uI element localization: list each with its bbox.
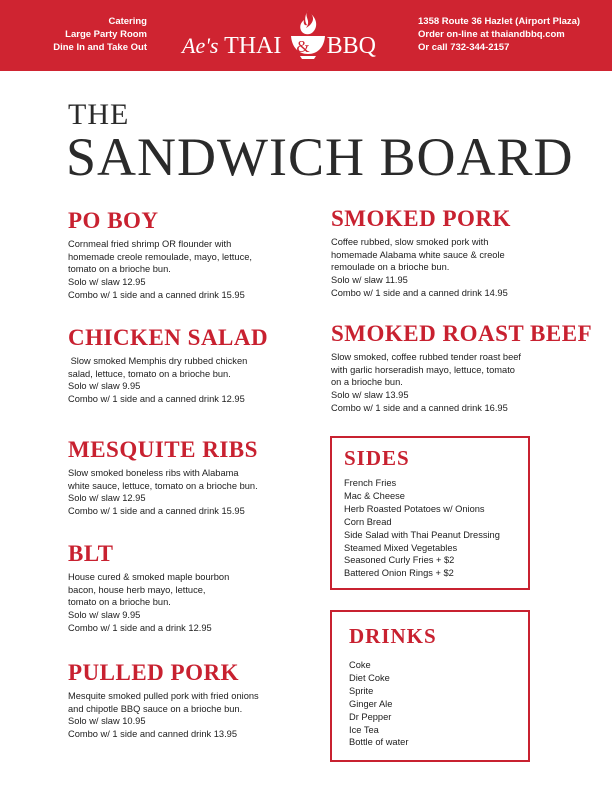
- menu-item-smoked-pork: [331, 206, 571, 300]
- services-line: Large Party Room: [65, 29, 147, 40]
- contact-info: [418, 15, 580, 54]
- menu-item-title: BLT: [68, 541, 114, 566]
- menu-item-chicken-salad: [68, 325, 308, 406]
- menu-item-line: tomato on a brioche bun.: [68, 597, 171, 608]
- menu-item-line: Combo w/ 1 side and a canned drink 15.95: [68, 506, 245, 517]
- menu-item-line: white sauce, lettuce, tomato on a brioche bun.: [68, 480, 258, 491]
- menu-item-line: Combo w/ 1 side and a canned drink 16.95: [331, 402, 508, 413]
- menu-item-line: and chipotle BBQ sauce on a brioche bun.: [68, 703, 243, 714]
- sides-box: [330, 436, 530, 590]
- drinks-title: DRINKS: [349, 624, 437, 648]
- menu-item-line: homemade Alabama white sauce & creole: [331, 249, 505, 260]
- menu-item-line: House cured & smoked maple bourbon: [68, 572, 230, 582]
- menu-item-line: Combo w/ 1 side and a canned drink 14.95: [331, 287, 508, 298]
- menu-item-title: PULLED PORK: [68, 660, 239, 685]
- page-title: SANDWICH BOARD: [66, 127, 574, 187]
- menu-item-line: Coffee rubbed, slow smoked pork with: [331, 237, 489, 247]
- brand-ampersand: &: [296, 37, 310, 56]
- drink-item: Diet Coke: [349, 672, 390, 683]
- menu-item-line: Combo w/ 1 side and a drink 12.95: [68, 622, 212, 633]
- services-line: Catering: [108, 16, 147, 27]
- menu-item-blt: [68, 541, 308, 635]
- menu-item-line: Solo w/ slaw 9.95: [68, 610, 141, 621]
- menu-item-line: with garlic horseradish mayo, lettuce, tomato: [331, 364, 515, 375]
- side-item: Herb Roasted Potatoes w/ Onions: [344, 503, 485, 514]
- menu-item-line: on a brioche bun.: [331, 377, 403, 388]
- side-item: Mac & Cheese: [344, 490, 405, 501]
- drink-item: Sprite: [349, 685, 374, 696]
- menu-item-pulled-pork: [68, 660, 308, 741]
- drink-item: Coke: [349, 660, 371, 670]
- contact-line: Order on-line at thaiandbbq.com: [418, 29, 565, 40]
- title-the: THE: [68, 98, 130, 131]
- services-info: [53, 15, 147, 54]
- menu-item-line: Slow smoked, coffee rubbed tender roast beef: [331, 352, 522, 362]
- side-item: Battered Onion Rings + $2: [344, 568, 454, 579]
- side-item: Seasoned Curly Fries + $2: [344, 555, 455, 566]
- brand-bbq: BBQ: [326, 33, 376, 59]
- drink-item: Ginger Ale: [349, 698, 393, 709]
- contact-line: Or call 732-344-2157: [418, 42, 510, 53]
- drink-item: Ice Tea: [349, 724, 379, 735]
- menu-item-title: SMOKED PORK: [331, 206, 511, 231]
- sides-list: [344, 477, 528, 580]
- menu-item-line: Solo w/ slaw 12.95: [68, 493, 146, 504]
- menu-item-line: Cornmeal fried shrimp OR flounder with: [68, 239, 232, 249]
- menu-item-smoked-roast-beef: [331, 321, 593, 415]
- menu-item-line: Slow smoked Memphis dry rubbed chicken: [68, 356, 248, 366]
- menu-item-line: bacon, house herb mayo, lettuce,: [68, 584, 206, 595]
- menu-item-line: tomato on a brioche bun.: [68, 264, 171, 275]
- menu-item-line: Solo w/ slaw 13.95: [331, 390, 409, 401]
- brand-thai: THAI: [224, 33, 282, 59]
- contact-line: 1358 Route 36 Hazlet (Airport Plaza): [418, 16, 581, 27]
- menu-item-line: Solo w/ slaw 12.95: [68, 277, 146, 288]
- menu-item-title: SMOKED ROAST BEEF: [331, 321, 593, 346]
- header-bar: [0, 0, 612, 71]
- sides-title: SIDES: [344, 446, 410, 470]
- menu-item-title: MESQUITE RIBS: [68, 437, 258, 462]
- menu-item-line: Solo w/ slaw 9.95: [68, 381, 141, 392]
- menu-item-mesquite-ribs: [68, 437, 308, 518]
- side-item: Corn Bread: [344, 516, 392, 527]
- menu-item-line: Solo w/ slaw 10.95: [68, 716, 146, 727]
- menu-item-line: salad, lettuce, tomato on a brioche bun.: [68, 368, 231, 379]
- side-item: French Fries: [344, 478, 397, 488]
- menu-item-line: remoulade on a brioche bun.: [331, 262, 450, 273]
- menu-item-line: Combo w/ 1 side and canned drink 13.95: [68, 729, 238, 740]
- menu-item-line: Combo w/ 1 side and a canned drink 15.95: [68, 289, 245, 300]
- side-item: Side Salad with Thai Peanut Dressing: [344, 529, 500, 540]
- menu-item-po-boy: [68, 208, 308, 302]
- menu-item-line: Combo w/ 1 side and a canned drink 12.95: [68, 394, 245, 405]
- menu-item-title: CHICKEN SALAD: [68, 325, 269, 350]
- menu-item-line: Slow smoked boneless ribs with Alabama: [68, 468, 239, 478]
- menu-item-line: Mesquite smoked pulled pork with fried onions: [68, 691, 259, 701]
- menu-item-title: PO BOY: [68, 208, 159, 233]
- drink-item: Bottle of water: [349, 737, 409, 748]
- drinks-box: [330, 610, 530, 762]
- services-line: Dine In and Take Out: [53, 42, 147, 53]
- menu-item-line: homemade creole remoulade, mayo, lettuce,: [68, 251, 252, 262]
- brand-script: Ae's: [182, 33, 219, 58]
- drink-item: Dr Pepper: [349, 711, 392, 722]
- menu-item-line: Solo w/ slaw 11.95: [331, 275, 408, 286]
- restaurant-brand: [182, 33, 376, 60]
- drinks-list: [349, 659, 528, 749]
- side-item: Steamed Mixed Vegetables: [344, 542, 458, 553]
